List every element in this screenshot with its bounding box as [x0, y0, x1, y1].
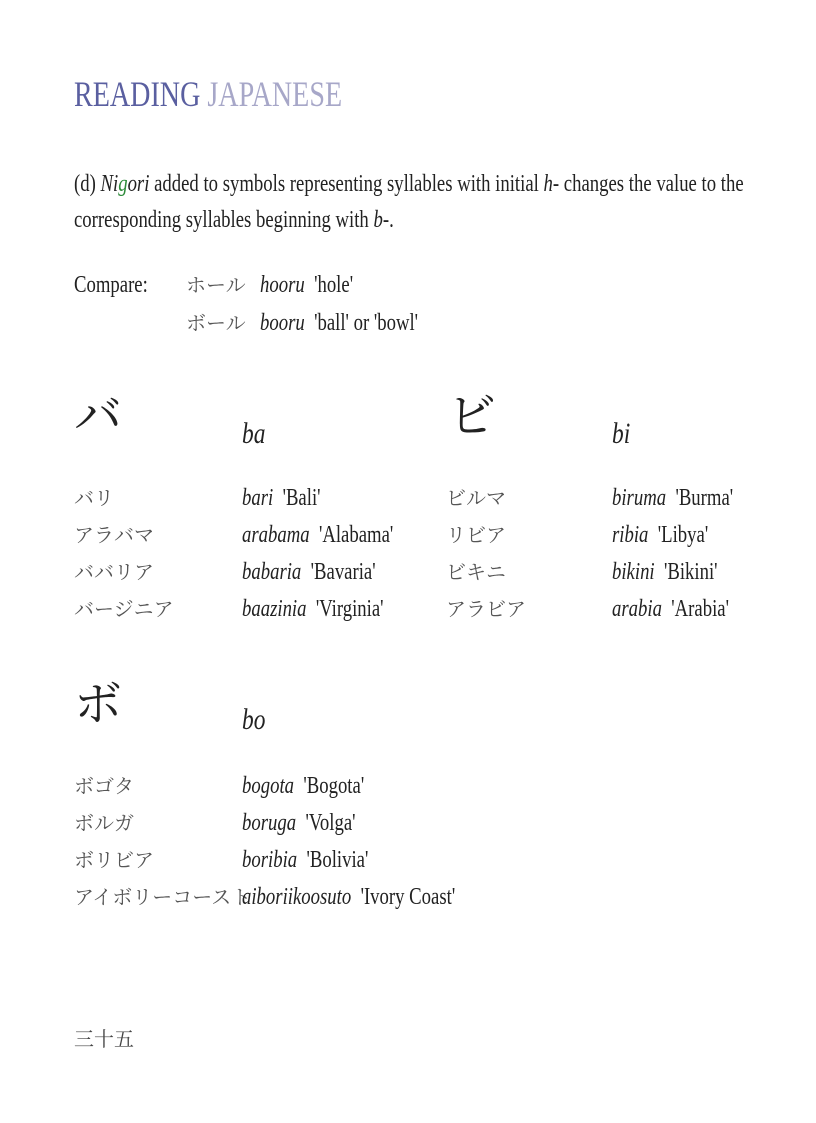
- list-item: [612, 517, 767, 554]
- ba-heading-kana: バ: [74, 388, 123, 444]
- list-item-kana: バージニア: [74, 597, 174, 621]
- list-item: [612, 591, 767, 628]
- gloss: 'Virginia': [315, 596, 384, 622]
- gloss: 'Ivory Coast': [360, 884, 456, 910]
- compare-gloss-2: 'ball' or 'bowl': [314, 310, 419, 336]
- romaji: bogota: [242, 773, 295, 799]
- gloss: 'Arabia': [671, 596, 729, 622]
- list-item: [242, 842, 515, 879]
- intro-paragraph: [74, 166, 816, 238]
- romaji: aiboriikoosuto: [242, 884, 352, 910]
- compare-row-1: [260, 267, 379, 303]
- bi-romaji-text: bi: [612, 417, 631, 450]
- nigori-c: ori: [127, 171, 150, 197]
- gloss: 'Bolivia': [306, 847, 369, 873]
- bi-heading-kana: ビ: [448, 388, 497, 444]
- ba-word-list: [74, 480, 174, 628]
- romaji: biruma: [612, 485, 667, 511]
- romaji: baazinia: [242, 596, 307, 622]
- compare-row-2: [260, 305, 463, 341]
- bi-word-list: [446, 480, 526, 628]
- bo-heading-kana: ボ: [74, 676, 123, 732]
- gloss: 'Alabama': [318, 522, 394, 548]
- nigori-term: [101, 171, 150, 197]
- list-item-kana: アイボリーコースト: [74, 885, 252, 909]
- compare-gloss-1: 'hole': [314, 272, 354, 298]
- title-word-japanese: JAPANESE: [207, 74, 343, 114]
- gloss: 'Burma': [675, 485, 734, 511]
- list-item: [242, 768, 515, 805]
- page-title: [74, 72, 418, 116]
- bo-word-list: [74, 768, 251, 916]
- romaji: babaria: [242, 559, 302, 585]
- compare-kana-2: ボール: [186, 311, 246, 335]
- list-item: [612, 554, 767, 591]
- bo-romaji-text: bo: [242, 703, 266, 736]
- gloss: 'Bogota': [303, 773, 365, 799]
- list-item-kana: バリ: [74, 486, 114, 510]
- list-item-kana: ボリビア: [74, 848, 154, 872]
- compare-label-text: Compare:: [74, 272, 148, 298]
- romaji: ribia: [612, 522, 649, 548]
- list-item-kana: リビア: [446, 523, 506, 547]
- intro-prefix: (d): [74, 171, 101, 197]
- ba-romaji-text: ba: [242, 417, 266, 450]
- gloss: 'Bali': [282, 485, 321, 511]
- gloss: 'Bikini': [663, 559, 718, 585]
- romaji: bikini: [612, 559, 655, 585]
- list-item-kana: ボルガ: [74, 811, 134, 835]
- intro-mid: added to symbols representing syllables with initial: [149, 171, 544, 197]
- list-item: [242, 805, 515, 842]
- list-item-kana: ババリア: [74, 560, 154, 584]
- list-item-kana: ボゴタ: [74, 774, 134, 798]
- bi-romaji-list: [612, 480, 767, 628]
- ba-heading-romaji: [242, 414, 272, 454]
- intro-b: b: [373, 207, 383, 233]
- ba-romaji-list: [242, 480, 436, 628]
- list-item: [242, 591, 436, 628]
- gloss: 'Bavaria': [310, 559, 376, 585]
- gloss: 'Libya': [657, 522, 709, 548]
- intro-mid2: - changes the value to the: [552, 171, 744, 197]
- list-item-kana: アラビア: [446, 597, 526, 621]
- list-item: [242, 480, 436, 517]
- nigori-a: Ni: [100, 171, 119, 197]
- intro-h: h: [543, 171, 553, 197]
- compare-label: [74, 267, 169, 303]
- bo-romaji-list: [242, 768, 515, 916]
- compare-kana-1: ホール: [186, 273, 246, 297]
- intro-end: -.: [382, 207, 394, 233]
- romaji: arabama: [242, 522, 310, 548]
- list-item: [612, 480, 767, 517]
- nigori-b: g: [118, 171, 128, 197]
- list-item-kana: アラバマ: [74, 523, 154, 547]
- intro-line2: corresponding syllables beginning with: [74, 207, 374, 233]
- list-item: [242, 517, 436, 554]
- gloss: 'Volga': [305, 810, 356, 836]
- bo-heading-romaji: [242, 700, 272, 740]
- compare-romaji-1: hooru: [260, 272, 305, 298]
- romaji: boribia: [242, 847, 298, 873]
- romaji: boruga: [242, 810, 297, 836]
- romaji: arabia: [612, 596, 662, 622]
- title-word-reading: READING: [74, 74, 201, 114]
- bi-heading-romaji: [612, 414, 635, 454]
- list-item: [242, 879, 515, 916]
- list-item-kana: ビキニ: [446, 560, 506, 584]
- list-item: [242, 554, 436, 591]
- romaji: bari: [242, 485, 274, 511]
- list-item-kana: ビルマ: [446, 486, 506, 510]
- page-number: 三十五: [74, 1027, 134, 1051]
- compare-romaji-2: booru: [260, 310, 305, 336]
